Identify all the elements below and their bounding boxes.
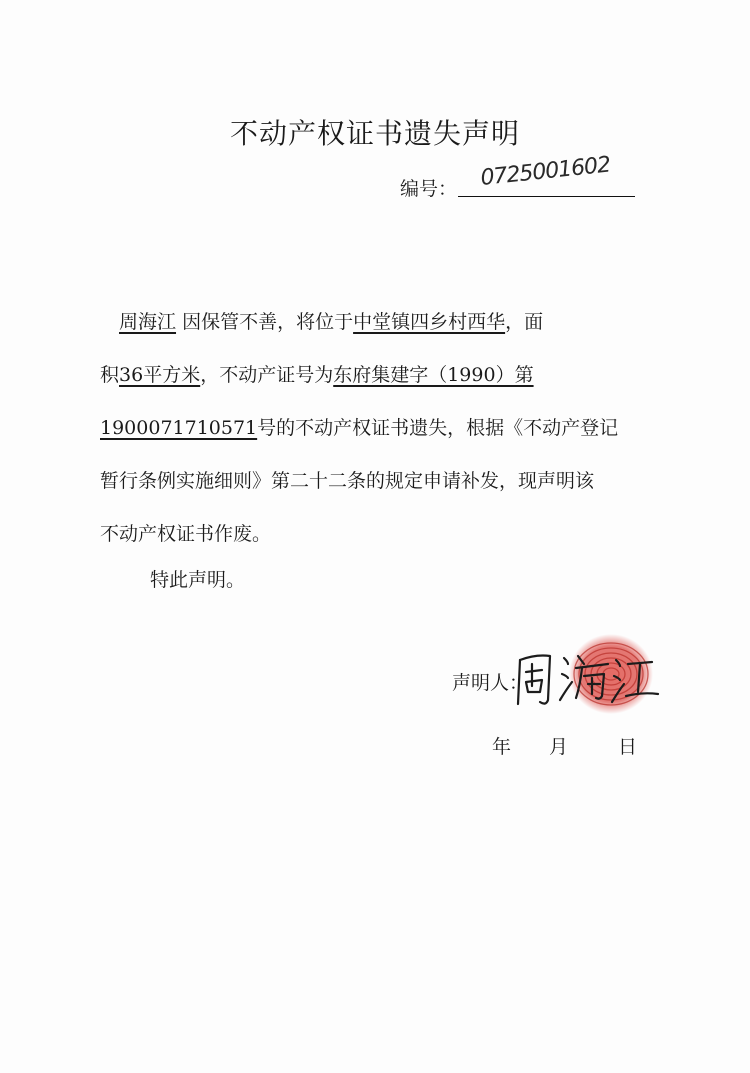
owner-name: 周海江 (119, 311, 177, 333)
date-month: 月 (549, 736, 569, 758)
body-line-1: 周海江 因保管不善，将位于中堂镇四乡村西华，面 (119, 311, 544, 333)
body-line-5: 不动产权证书作废。 (100, 523, 272, 545)
body-line-2: 积36平方米，不动产证号为东府集建字（1990）第 (100, 364, 534, 386)
closing-statement: 特此声明。 (150, 569, 246, 591)
certificate-number: 1900071710571 (100, 417, 258, 439)
serial-label: 编号： (400, 178, 458, 200)
body-line-3: 1900071710571号的不动产权证书遗失，根据《不动产登记 (100, 417, 619, 439)
date-year: 年 (492, 736, 512, 758)
date-row (492, 732, 642, 762)
document-title: 不动产权证书遗失声明 (229, 117, 520, 150)
serial-underline (458, 196, 635, 197)
property-area: 36平方米 (119, 364, 201, 386)
body-line-4: 暂行条例实施细则》第二十二条的规定申请补发，现声明该 (100, 470, 595, 492)
certificate-prefix: 东府集建字（1990）第 (333, 364, 534, 386)
declaration-body (100, 296, 660, 561)
serial-number-row (400, 152, 640, 200)
signer-label: 声明人： (452, 672, 529, 694)
date-day: 日 (618, 736, 638, 758)
property-location: 中堂镇四乡村西华 (353, 311, 506, 333)
serial-handwritten-value: 0725001602 (479, 152, 612, 191)
handwritten-signature (512, 642, 662, 712)
